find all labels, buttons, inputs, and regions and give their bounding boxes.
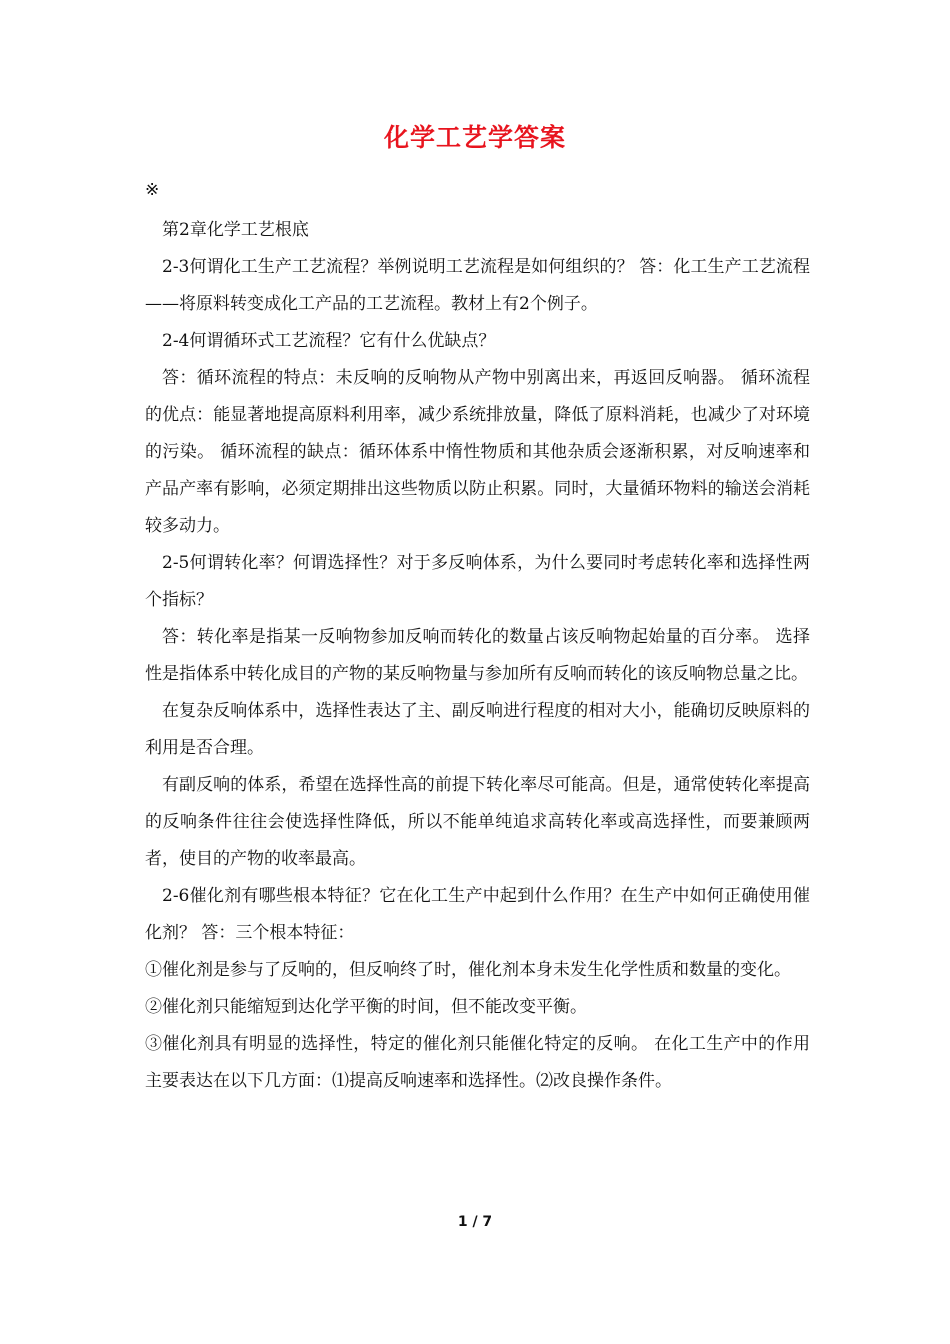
page-number: 1 / 7	[457, 1214, 493, 1230]
paragraph: 在复杂反响体系中，选择性表达了主、副反响进行程度的相对大小，能确切反映原料的利用是否合理。	[145, 701, 810, 758]
list-item: ①催化剂是参与了反响的，但反响终了时，催化剂本身未发生化学性质和数量的变化。	[145, 960, 791, 980]
document-title: 化学工艺学答案	[383, 123, 566, 152]
paragraph: 2-3何谓化工生产工艺流程？举例说明工艺流程是如何组织的？ 答：化工生产工艺流程——将原料转变成化工产品的工艺流程。教材上有2个例子。	[145, 257, 810, 314]
paragraph: 有副反响的体系，希望在选择性高的前提下转化率尽可能高。但是，通常使转化率提高的反响条件往往会使选择性降低，所以不能单纯追求高转化率或高选择性，而要兼顾两者，使目的产物的收率最高。	[145, 775, 810, 869]
list-item: ③催化剂具有明显的选择性，特定的催化剂只能催化特定的反响。 在化工生产中的作用主要表达在以下几方面：⑴提高反响速率和选择性。⑵改良操作条件。	[145, 1034, 810, 1091]
document-body	[145, 212, 810, 1100]
chapter-heading: 第2章化学工艺根底	[162, 220, 309, 240]
paragraph: 答：循环流程的特点：未反响的反响物从产物中别离出来，再返回反响器。 循环流程的优点：能显著地提高原料利用率，减少系统排放量，降低了原料消耗，也减少了对环境的污染。 循环流程的缺点：循环体系中惰性物质和其他杂质会逐渐积累，对反响速率和产品产率有影响，必须定期排出这些物质以防止积累。同时，大量循环物料的输送会消耗较多动力。	[145, 368, 810, 536]
paragraph: 2-4何谓循环式工艺流程？它有什么优缺点？	[162, 331, 496, 351]
paragraph: 2-5何谓转化率？何谓选择性？对于多反响体系，为什么要同时考虑转化率和选择性两个指标？	[145, 553, 810, 610]
paragraph: 2-6催化剂有哪些根本特征？它在化工生产中起到什么作用？在生产中如何正确使用催化剂？ 答：三个根本特征：	[145, 886, 810, 943]
reference-mark: ※	[145, 180, 160, 200]
list-item: ②催化剂只能缩短到达化学平衡的时间，但不能改变平衡。	[145, 997, 587, 1017]
paragraph: 答：转化率是指某一反响物参加反响而转化的数量占该反响物起始量的百分率。 选择性是指体系中转化成目的产物的某反响物量与参加所有反响而转化的该反响物总量之比。	[145, 627, 810, 684]
